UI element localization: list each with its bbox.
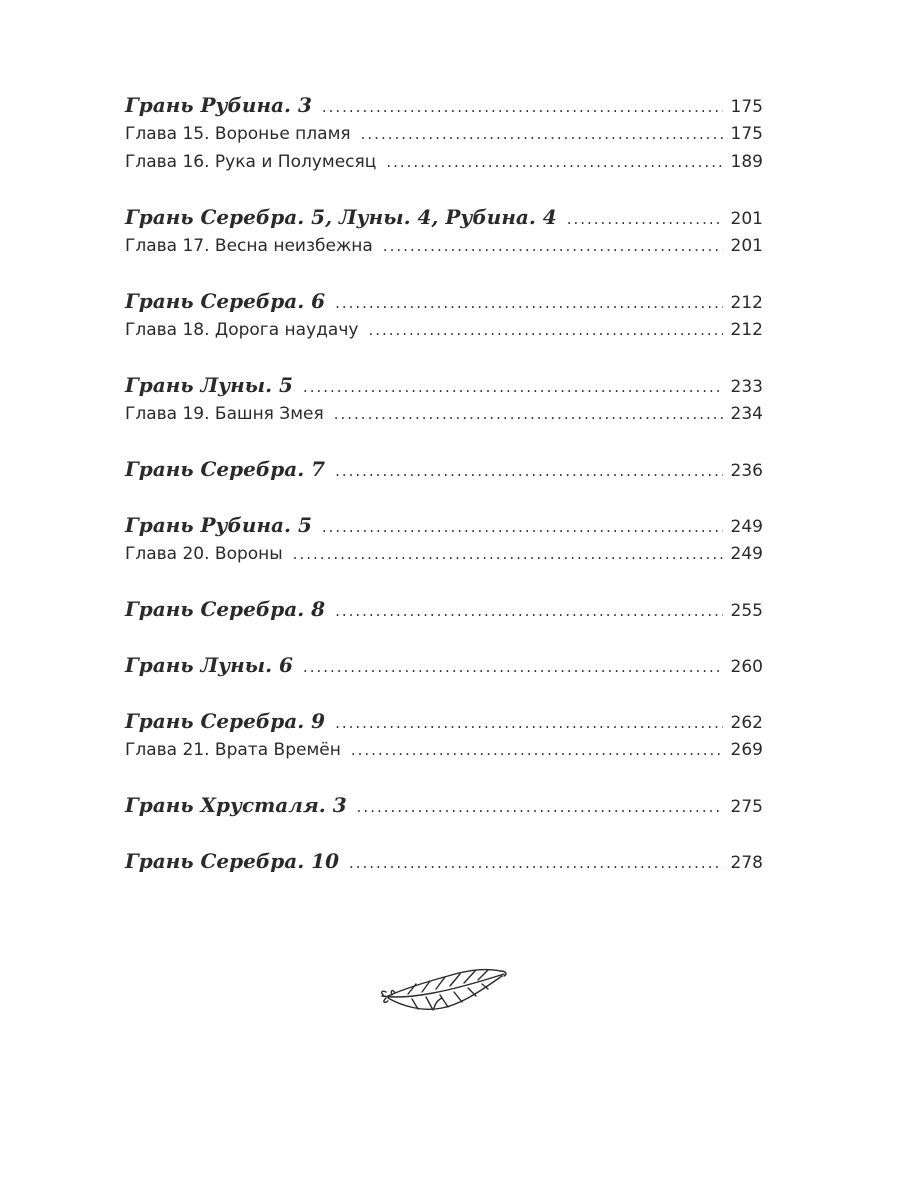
toc-entry-title: Грань Серебра. 10 [125, 849, 339, 873]
dot-leader [383, 232, 723, 260]
toc-entry-title: Грань Серебра. 7 [125, 457, 326, 481]
toc-entry-page: 189 [730, 152, 763, 172]
dot-leader [335, 596, 722, 626]
toc-entry-title: Глава 17. Весна неизбежна [125, 236, 373, 256]
toc-part-entry[interactable] [125, 846, 763, 876]
toc-entry-title: Грань Хрусталя. 3 [125, 793, 347, 817]
toc-entry-title: Глава 16. Рука и Полумесяц [125, 152, 377, 172]
dot-leader [386, 148, 722, 176]
toc-part-entry[interactable] [125, 510, 763, 540]
toc-part-entry[interactable] [125, 594, 763, 624]
toc-entry-page: 269 [730, 740, 763, 760]
dot-leader [293, 540, 723, 568]
toc-entry-page: 201 [730, 209, 763, 229]
toc-entry-page: 255 [730, 601, 763, 621]
toc-entry-title: Грань Луны. 6 [125, 653, 293, 677]
toc-entry-page: 260 [730, 657, 763, 677]
feather-icon [378, 962, 510, 1024]
toc-chapter-entry[interactable] [125, 316, 763, 344]
dot-leader [335, 456, 722, 486]
dot-leader [567, 204, 723, 234]
toc-part-entry[interactable] [125, 286, 763, 316]
toc-entry-page: 249 [730, 517, 763, 537]
dot-leader [361, 120, 723, 148]
toc-entry-page: 212 [730, 320, 763, 340]
dot-leader [322, 92, 723, 122]
toc-part-entry[interactable] [125, 706, 763, 736]
toc-entry-page: 236 [730, 461, 763, 481]
toc-part-entry[interactable] [125, 370, 763, 400]
dot-leader [357, 792, 723, 822]
dot-leader [368, 316, 722, 344]
dot-leader [303, 372, 723, 402]
toc-chapter-entry[interactable] [125, 736, 763, 764]
dot-leader [335, 288, 722, 318]
toc-part-entry[interactable] [125, 202, 763, 232]
toc-entry-title: Грань Серебра. 8 [125, 597, 326, 621]
toc-entry-title: Грань Рубина. 3 [125, 93, 312, 117]
toc-entry-page: 201 [730, 236, 763, 256]
toc-entry-title: Грань Рубина. 5 [125, 513, 312, 537]
toc-entry-title: Глава 20. Вороны [125, 544, 283, 564]
toc-chapter-entry[interactable] [125, 540, 763, 568]
toc-part-entry[interactable] [125, 90, 763, 120]
dot-leader [335, 708, 722, 738]
toc-entry-page: 249 [730, 544, 763, 564]
toc-entry-page: 233 [730, 377, 763, 397]
toc-entry-title: Глава 21. Врата Времён [125, 740, 341, 760]
toc-entry-page: 262 [730, 713, 763, 733]
toc-entry-page: 278 [730, 853, 763, 873]
toc-part-entry[interactable] [125, 454, 763, 484]
dot-leader [322, 512, 723, 542]
toc-entry-page: 212 [730, 293, 763, 313]
dot-leader [349, 848, 723, 878]
toc-entry-page: 234 [730, 404, 763, 424]
toc-entry-title: Грань Серебра. 6 [125, 289, 326, 313]
toc-entry-page: 175 [730, 124, 763, 144]
table-of-contents [125, 90, 763, 876]
toc-part-entry[interactable] [125, 790, 763, 820]
toc-chapter-entry[interactable] [125, 232, 763, 260]
toc-chapter-entry[interactable] [125, 148, 763, 176]
toc-entry-title: Грань Луны. 5 [125, 373, 293, 397]
dot-leader [351, 736, 723, 764]
toc-entry-title: Грань Серебра. 5, Луны. 4, Рубина. 4 [125, 205, 557, 229]
toc-part-entry[interactable] [125, 650, 763, 680]
toc-entry-title: Глава 18. Дорога наудачу [125, 320, 359, 340]
dot-leader [334, 400, 723, 428]
dot-leader [303, 652, 723, 682]
toc-chapter-entry[interactable] [125, 400, 763, 428]
toc-entry-page: 175 [730, 97, 763, 117]
toc-chapter-entry[interactable] [125, 120, 763, 148]
toc-entry-title: Глава 19. Башня Змея [125, 404, 324, 424]
toc-entry-title: Грань Серебра. 9 [125, 709, 326, 733]
toc-entry-title: Глава 15. Воронье пламя [125, 124, 351, 144]
toc-entry-page: 275 [730, 797, 763, 817]
